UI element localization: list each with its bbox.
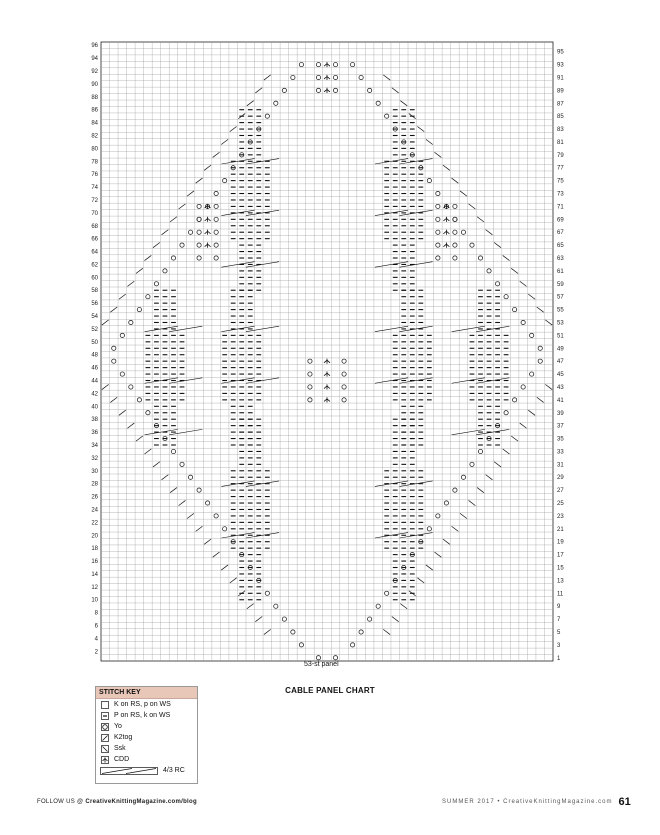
row-label: 17: [557, 552, 564, 559]
footer-follow: [37, 799, 197, 805]
row-label: 12: [91, 584, 98, 591]
row-label: 25: [557, 501, 564, 508]
row-label: 87: [557, 101, 564, 108]
row-label: 70: [91, 210, 98, 217]
row-label: 19: [557, 539, 564, 546]
key-label: Yo: [114, 723, 122, 730]
row-label: 67: [557, 230, 564, 237]
row-label: 94: [91, 56, 98, 63]
key-label: K2tog: [114, 734, 133, 741]
row-label: 89: [557, 88, 564, 95]
footer-site-right: CreativeKnittingMagazine.com: [503, 799, 613, 805]
row-label: 83: [557, 127, 564, 134]
panel-width-label: 53-st panel: [304, 661, 339, 668]
key-item-ssk: [96, 743, 197, 754]
row-label: 26: [91, 494, 98, 501]
row-label: 85: [557, 114, 564, 121]
row-label: 39: [557, 410, 564, 417]
row-label: 4: [94, 636, 98, 643]
row-label: 96: [91, 43, 98, 50]
footer-season: SUMMER 2017: [442, 799, 495, 805]
row-label: 57: [557, 294, 564, 301]
row-label: 80: [91, 146, 98, 153]
row-label: 53: [557, 320, 564, 327]
key-item-cdd: [96, 754, 197, 765]
row-label: 55: [557, 307, 564, 314]
row-label: 77: [557, 165, 564, 172]
key-item-knit: [96, 699, 197, 710]
row-label: 79: [557, 152, 564, 159]
key-label: P on RS, k on WS: [114, 712, 171, 719]
key-label: Ssk: [114, 745, 126, 752]
key-item-k2tog: [96, 732, 197, 743]
page-number: 61: [618, 796, 631, 808]
row-label: 73: [557, 191, 564, 198]
row-label: 75: [557, 178, 564, 185]
row-label: 14: [91, 571, 98, 578]
row-label: 60: [91, 275, 98, 282]
row-label: 63: [557, 256, 564, 263]
row-label: 2: [94, 649, 98, 656]
row-label: 45: [557, 372, 564, 379]
row-label: 42: [91, 391, 98, 398]
blank-square-icon: [100, 700, 109, 709]
row-label: 52: [91, 326, 98, 333]
row-label: 5: [557, 629, 561, 636]
row-label: 13: [557, 578, 564, 585]
row-label: 7: [557, 617, 561, 624]
row-label: 28: [91, 481, 98, 488]
row-label: 46: [91, 365, 98, 372]
row-label: 34: [91, 442, 98, 449]
key-item-cable: [96, 765, 197, 776]
row-label: 62: [91, 262, 98, 269]
key-label: K on RS, p on WS: [114, 701, 171, 708]
row-label: 95: [557, 49, 564, 56]
row-label: 16: [91, 559, 98, 566]
row-label: 22: [91, 520, 98, 527]
row-label: 10: [91, 597, 98, 604]
row-label: 29: [557, 475, 564, 482]
row-label: 56: [91, 301, 98, 308]
row-label: 21: [557, 526, 564, 533]
row-label: 35: [557, 436, 564, 443]
circle-icon: [100, 722, 109, 731]
key-item-yo: [96, 721, 197, 732]
row-label: 68: [91, 223, 98, 230]
row-label: 32: [91, 455, 98, 462]
row-label: 43: [557, 384, 564, 391]
row-label: 65: [557, 243, 564, 250]
row-label: 82: [91, 133, 98, 140]
row-label: 9: [557, 604, 561, 611]
cable-icon: [100, 766, 158, 775]
key-item-purl: [96, 710, 197, 721]
row-label: 15: [557, 565, 564, 572]
row-label: 76: [91, 172, 98, 179]
row-label: 81: [557, 139, 564, 146]
row-label: 64: [91, 249, 98, 256]
row-label: 54: [91, 314, 98, 321]
row-label: 48: [91, 352, 98, 359]
row-label: 11: [557, 591, 564, 598]
row-label: 69: [557, 217, 564, 224]
row-label: 27: [557, 488, 564, 495]
row-label: 41: [557, 397, 564, 404]
row-label: 23: [557, 513, 564, 520]
footer-site-link[interactable]: CreativeKnittingMagazine.com/blog: [85, 799, 197, 805]
row-label: 72: [91, 197, 98, 204]
row-label: 78: [91, 159, 98, 166]
key-label: CDD: [114, 756, 130, 763]
row-label: 50: [91, 339, 98, 346]
row-label: 61: [557, 268, 564, 275]
row-label: 93: [557, 62, 564, 69]
row-label: 31: [557, 462, 564, 469]
stitch-key: [95, 686, 198, 784]
row-label: 66: [91, 236, 98, 243]
row-label: 18: [91, 546, 98, 553]
footer-right: SUMMER 2017 • CreativeKnittingMagazine.com 61: [442, 796, 631, 808]
row-label: 84: [91, 120, 98, 127]
row-label: 30: [91, 468, 98, 475]
row-label: 44: [91, 378, 98, 385]
row-label: 74: [91, 185, 98, 192]
row-label: 71: [557, 204, 564, 211]
right-slant-icon: [100, 733, 109, 742]
row-label: 37: [557, 423, 564, 430]
row-label: 92: [91, 69, 98, 76]
row-label: 86: [91, 107, 98, 114]
dash-square-icon: [100, 711, 109, 720]
row-label: 59: [557, 281, 564, 288]
row-label: 24: [91, 507, 98, 514]
left-slant-icon: [100, 744, 109, 753]
row-labels-left: [91, 43, 98, 655]
row-label: 1: [557, 655, 561, 662]
row-label: 8: [94, 610, 98, 617]
row-label: 20: [91, 533, 98, 540]
cdd-icon: [100, 755, 109, 764]
row-label: 33: [557, 449, 564, 456]
stitch-key-title: STITCH KEY: [96, 687, 197, 699]
row-label: 40: [91, 404, 98, 411]
row-label: 38: [91, 417, 98, 424]
row-label: 6: [94, 623, 98, 630]
key-label: 4/3 RC: [163, 767, 185, 774]
row-label: 49: [557, 346, 564, 353]
footer-follow-text: FOLLOW US @: [37, 799, 84, 805]
row-labels-right: [557, 50, 564, 662]
row-label: 91: [557, 75, 564, 82]
chart-caption: CABLE PANEL CHART: [285, 686, 375, 695]
row-label: 3: [557, 642, 561, 649]
row-label: 36: [91, 430, 98, 437]
chart-grid: [101, 42, 553, 661]
row-label: 58: [91, 288, 98, 295]
row-label: 51: [557, 333, 564, 340]
row-label: 47: [557, 359, 564, 366]
row-label: 88: [91, 94, 98, 101]
row-label: 90: [91, 81, 98, 88]
